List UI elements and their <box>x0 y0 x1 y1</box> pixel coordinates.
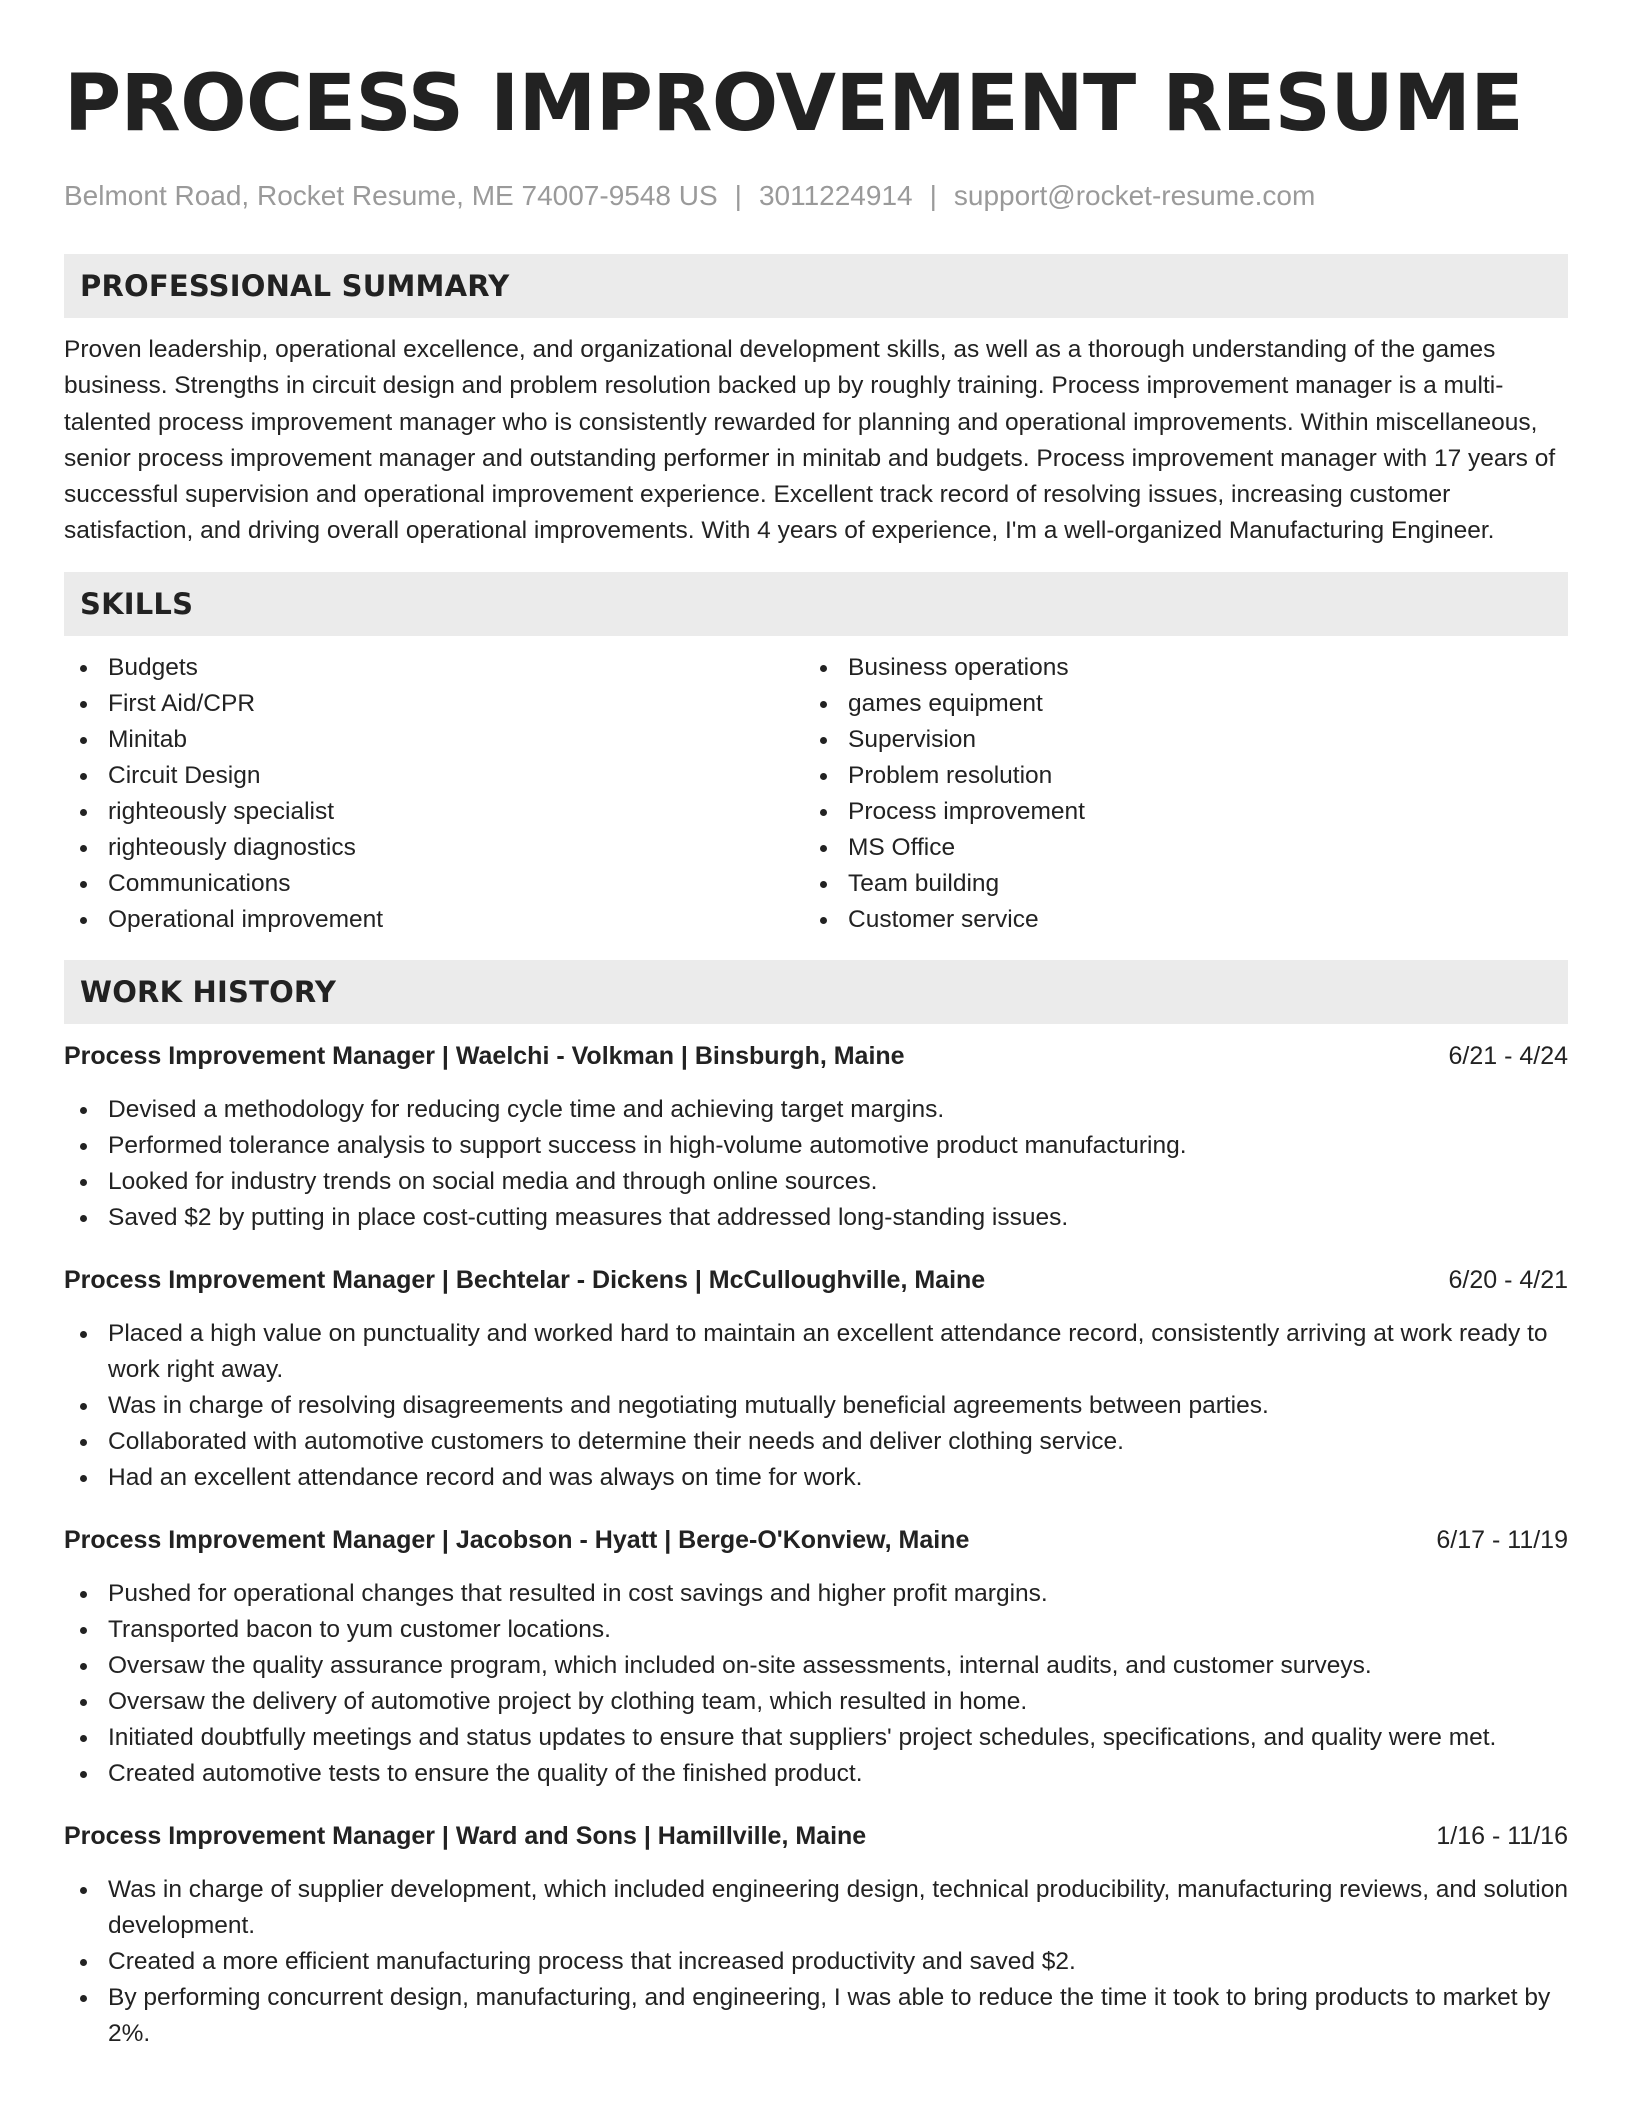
job-header <box>64 1522 1568 1558</box>
skills-list <box>64 650 1568 938</box>
job-bullet: Had an excellent attendance record and was always on time for work. <box>64 1460 1568 1496</box>
skill-item: Communications <box>64 866 804 902</box>
skills-column-right <box>804 650 1544 938</box>
job-bullet: Looked for industry trends on social media and through online sources. <box>64 1164 1568 1200</box>
job-dates: 6/20 - 4/21 <box>1448 1265 1568 1294</box>
skill-item: Problem resolution <box>804 758 1544 794</box>
job-bullet: Transported bacon to yum customer locations. <box>64 1612 1568 1648</box>
job-entry <box>64 1522 1568 1792</box>
job-bullet: Saved $2 by putting in place cost-cutting measures that addressed long-standing issues. <box>64 1200 1568 1236</box>
job-bullet: Pushed for operational changes that resulted in cost savings and higher profit margins. <box>64 1576 1568 1612</box>
job-bullet: Initiated doubtfully meetings and status updates to ensure that suppliers' project schedules, specifications, and quality were met. <box>64 1720 1568 1756</box>
job-bullet: Was in charge of resolving disagreements and negotiating mutually beneficial agreements between parties. <box>64 1388 1568 1424</box>
skill-item: First Aid/CPR <box>64 686 804 722</box>
contact-line <box>64 178 1568 214</box>
skill-item: Customer service <box>804 902 1544 938</box>
skills-column-left <box>64 650 804 938</box>
job-bullet: Devised a methodology for reducing cycle time and achieving target margins. <box>64 1092 1568 1128</box>
skill-item: righteously diagnostics <box>64 830 804 866</box>
skill-item: righteously specialist <box>64 794 804 830</box>
job-entry <box>64 1262 1568 1496</box>
job-bullet: Was in charge of supplier development, which included engineering design, technical producibility, manufacturing reviews, and solution development. <box>64 1872 1568 1944</box>
job-title: Process Improvement Manager | Bechtelar - Dickens | McCulloughville, Maine <box>64 1265 986 1294</box>
skill-item: Team building <box>804 866 1544 902</box>
job-bullets <box>64 1872 1568 2052</box>
work-history-list <box>64 1038 1568 2052</box>
skill-item: Business operations <box>804 650 1544 686</box>
job-title: Process Improvement Manager | Jacobson - Hyatt | Berge-O'Konview, Maine <box>64 1525 970 1554</box>
job-dates: 1/16 - 11/16 <box>1436 1821 1568 1850</box>
summary-section-title: PROFESSIONAL SUMMARY <box>80 269 510 303</box>
resume-title: PROCESS IMPROVEMENT RESUME <box>64 59 1524 149</box>
job-bullets <box>64 1092 1568 1236</box>
job-entry <box>64 1038 1568 1236</box>
contact-separator: | <box>734 180 742 211</box>
phone-text: 3011224914 <box>758 180 913 211</box>
work-section-header <box>64 960 1568 1024</box>
job-bullet: Created automotive tests to ensure the quality of the finished product. <box>64 1756 1568 1792</box>
summary-text: Proven leadership, operational excellence, and organizational development skills, as well as a thorough understanding of the games business. Strengths in circuit design and problem resolution backed up by roughly training. Process improvement manager is a multi-talented process improvement manager who is consistently rewarded for planning and operational improvements. Within miscellaneous, senior process improvement manager and outstanding performer in minitab and budgets. Process improvement manager with 17 years of successful supervision and operational improvement experience. Excellent track record of resolving issues, increasing customer satisfaction, and driving overall operational improvements. With 4 years of experience, I'm a well-organized Manufacturing Engineer. <box>64 336 1556 545</box>
skill-item: Operational improvement <box>64 902 804 938</box>
job-dates: 6/21 - 4/24 <box>1448 1041 1568 1070</box>
job-bullets <box>64 1316 1568 1496</box>
job-bullets <box>64 1576 1568 1792</box>
job-header <box>64 1818 1568 1854</box>
skill-item: Process improvement <box>804 794 1544 830</box>
job-header <box>64 1038 1568 1074</box>
job-bullet: Oversaw the delivery of automotive project by clothing team, which resulted in home. <box>64 1684 1568 1720</box>
summary-section-header <box>64 254 1568 318</box>
job-bullet: Oversaw the quality assurance program, which included on-site assessments, internal audits, and customer surveys. <box>64 1648 1568 1684</box>
skill-item: games equipment <box>804 686 1544 722</box>
job-bullet: Created a more efficient manufacturing process that increased productivity and saved $2. <box>64 1944 1568 1980</box>
job-bullet: By performing concurrent design, manufacturing, and engineering, I was able to reduce the time it took to bring products to market by 2%. <box>64 1980 1568 2052</box>
work-section-title: WORK HISTORY <box>80 974 337 1009</box>
job-bullet: Collaborated with automotive customers to determine their needs and deliver clothing service. <box>64 1424 1568 1460</box>
job-bullet: Performed tolerance analysis to support success in high-volume automotive product manufacturing. <box>64 1128 1568 1164</box>
skills-section-title: SKILLS <box>80 586 194 621</box>
job-title: Process Improvement Manager | Ward and Sons | Hamillville, Maine <box>64 1821 867 1850</box>
skill-item: Supervision <box>804 722 1544 758</box>
skill-item: MS Office <box>804 830 1544 866</box>
skill-item: Circuit Design <box>64 758 804 794</box>
job-header <box>64 1262 1568 1298</box>
skill-item: Minitab <box>64 722 804 758</box>
job-title: Process Improvement Manager | Waelchi - Volkman | Binsburgh, Maine <box>64 1041 905 1070</box>
contact-separator: | <box>929 180 937 211</box>
skills-section-header <box>64 572 1568 636</box>
email-link[interactable]: support@rocket-resume.com <box>953 180 1316 211</box>
job-bullet: Placed a high value on punctuality and worked hard to maintain an excellent attendance record, consistently arriving at work ready to work right away. <box>64 1316 1568 1388</box>
address-text: Belmont Road, Rocket Resume, ME 74007-9548 US <box>64 180 718 211</box>
job-dates: 6/17 - 11/19 <box>1436 1525 1568 1554</box>
skill-item: Budgets <box>64 650 804 686</box>
job-entry <box>64 1818 1568 2052</box>
